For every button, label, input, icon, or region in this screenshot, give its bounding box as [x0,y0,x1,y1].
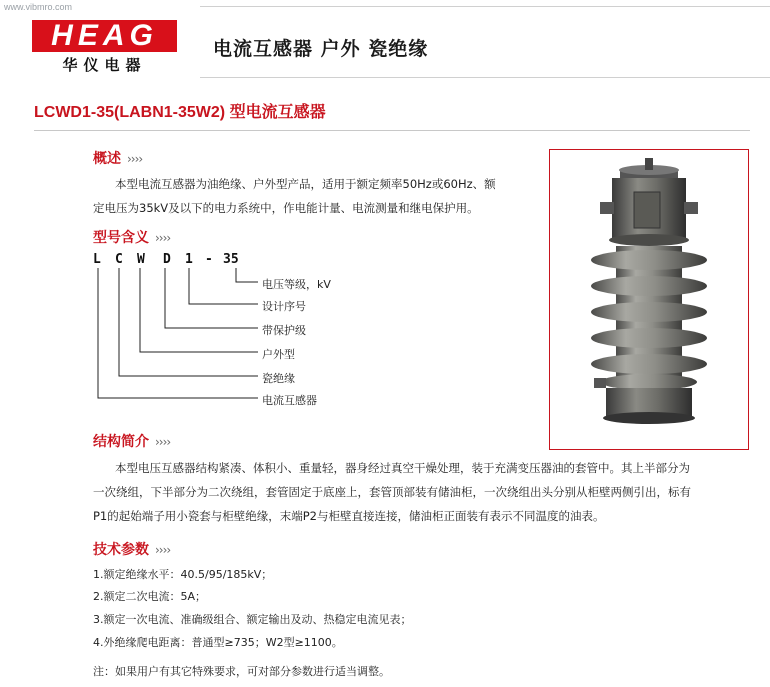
model-label-ct: 电流互感器 [262,394,317,407]
model-letter-l: L [93,252,101,267]
header-bottom-divider [200,77,770,78]
model-label-outdoor: 户外型 [262,348,295,361]
model-meaning-heading [93,227,170,247]
model-letter-w: W [137,252,145,267]
model-label-design-no: 设计序号 [262,300,306,313]
overview-arrows-icon: ›››› [127,152,143,166]
model-label-protection: 带保护级 [262,324,306,337]
leader-outdoor [140,268,258,352]
watermark-text: www.vibmro.com [4,2,73,12]
brand-cn-name: 华仪电器 [62,56,147,74]
tech-note: 注：如果用户有其它特殊要求，可对部分参数进行适当调整。 [93,665,390,678]
leader-design-no [189,268,258,304]
structure-line-1: 本型电压互感器结构紧凑、体积小、重量轻，器身经过真空干燥处理，装于充满变压器油的套管中。其上半部分为 [115,461,690,475]
model-diagram-lines [90,266,270,406]
tech-item-3: 3.额定一次电流、准确级组合、额定输出及动、热稳定电流见表； [93,613,412,626]
header-top-divider [200,6,770,7]
tech-item-2: 2.额定二次电流：5A； [93,590,207,603]
leader-voltage [236,268,258,282]
model-letter-d: D [163,252,171,267]
current-transformer-image [550,150,747,448]
structure-heading [93,431,170,451]
product-title-divider [34,130,750,131]
tech-item-4: 4.外绝缘爬电距离：普通型≥735；W2型≥1100。 [93,636,343,649]
product-photo-frame [549,149,749,450]
overview-heading [93,148,142,168]
tech-item-1: 1.额定绝缘水平：40.5/95/185kV； [93,568,273,581]
leader-protection [165,268,258,328]
model-label-voltage: 电压等级，kV [262,278,331,291]
model-dash: - [205,252,213,267]
overview-line-2: 定电压为35kV及以下的电力系统中，作电能计量、电流测量和继电保护用。 [93,201,479,215]
model-meaning-heading-text: 型号含义 [93,230,149,246]
model-letter-c: C [115,252,123,267]
overview-heading-text: 概述 [93,151,121,167]
overview-line-1: 本型电流互感器为油绝缘、户外型产品，适用于额定频率50Hz或60Hz、额 [115,177,496,191]
model-digit-1: 1 [185,252,193,267]
structure-heading-text: 结构简介 [93,434,149,450]
structure-line-2: 一次绕组，下半部分为二次绕组，套管固定于底座上，套管顶部装有储油柜，一次绕组出头分别从柜壁两侧引出，标有 [93,485,691,499]
structure-arrows-icon: ›››› [155,435,171,449]
product-title: LCWD1-35(LABN1-35W2) 型电流互感器 [34,104,326,121]
tech-heading [93,539,170,559]
brand-logo: HEAG [32,20,177,52]
tech-arrows-icon: ›››› [155,543,171,557]
model-label-porcelain: 瓷绝缘 [262,372,295,385]
header-title: 电流互感器 户外 瓷绝缘 [213,38,429,60]
model-meaning-arrows-icon: ›››› [155,231,171,245]
tech-heading-text: 技术参数 [93,542,149,558]
leader-ct [98,268,258,398]
structure-line-3: P1的起始端子用小瓷套与柜壁绝缘，末端P2与柜壁直接连接，储油柜正面装有表示不同温度的油表。 [93,509,605,523]
model-voltage-35: 35 [223,252,239,267]
